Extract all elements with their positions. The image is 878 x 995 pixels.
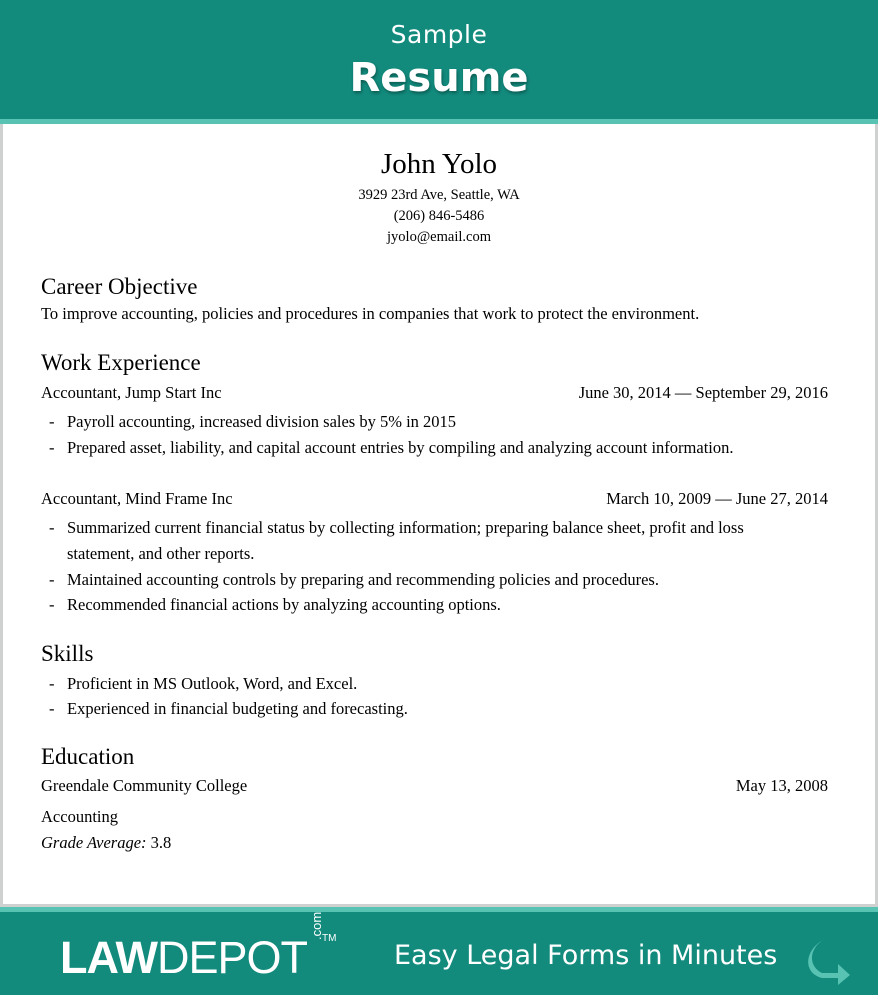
job-dates: March 10, 2009 — June 27, 2014	[606, 489, 828, 508]
skills-heading: Skills	[41, 641, 94, 666]
list-item: - Recommended financial actions by analyzing accounting options.	[49, 595, 501, 614]
job-title: Accountant, Jump Start Inc	[41, 383, 222, 402]
education-date: May 13, 2008	[735, 776, 828, 795]
footer-tagline: Easy Legal Forms in Minutes	[394, 940, 778, 971]
lawdepot-logo[interactable]: LAWDEPOT	[60, 932, 308, 983]
list-item: - Payroll accounting, increased division sales by 5% in 2015	[49, 412, 457, 431]
career-objective-heading: Career Objective	[41, 274, 198, 299]
contact-phone: (206) 846-5486	[393, 208, 485, 224]
list-item: - Maintained accounting controls by preparing and recommending policies and procedures.	[49, 570, 659, 589]
top-banner	[0, 0, 878, 119]
curved-arrow-icon	[800, 932, 855, 987]
contact-email: jyolo@email.com	[387, 229, 491, 245]
list-item: - Prepared asset, liability, and capital account entries by compiling and analyzing account information.	[49, 438, 734, 457]
candidate-name: John Yolo	[380, 148, 498, 180]
logo-com-suffix: .com	[309, 911, 324, 940]
banner-title: Resume	[349, 55, 529, 101]
resume-page	[3, 124, 875, 904]
education-field: Accounting	[41, 807, 118, 826]
list-item: - Summarized current financial status by collecting information; preparing balance sheet, profit and loss	[49, 518, 744, 537]
list-item: - Experienced in financial budgeting and forecasting.	[49, 699, 408, 718]
education-heading: Education	[41, 744, 135, 769]
education-school: Greendale Community College	[41, 776, 248, 795]
list-item-continuation: statement, and other reports.	[67, 544, 255, 563]
grade-value: 3.8	[150, 833, 172, 852]
job-dates: June 30, 2014 — September 29, 2016	[578, 383, 828, 402]
list-item: - Proficient in MS Outlook, Word, and Excel.	[49, 674, 358, 693]
career-objective-text: To improve accounting, policies and procedures in companies that work to protect the environment.	[41, 304, 700, 323]
work-experience-heading: Work Experience	[41, 350, 201, 375]
footer	[0, 912, 878, 995]
logo-trademark: TM	[322, 933, 337, 944]
banner-subtitle: Sample	[390, 20, 488, 49]
contact-address: 3929 23rd Ave, Seattle, WA	[358, 187, 520, 203]
grade-average	[41, 833, 171, 853]
job-title: Accountant, Mind Frame Inc	[41, 489, 233, 508]
resume-frame	[0, 124, 878, 907]
grade-label: Grade Average:	[41, 833, 147, 852]
